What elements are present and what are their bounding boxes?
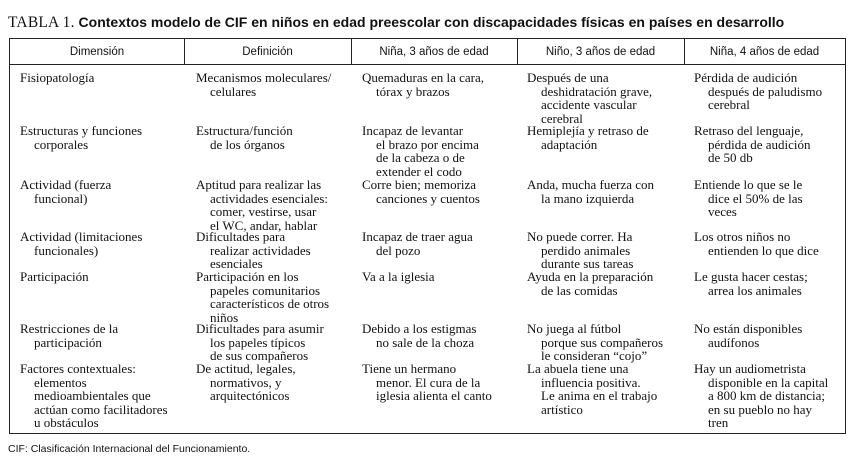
cell-boy-3: No puede correr. Ha perdido animales durante sus tareas <box>527 229 634 271</box>
cell-girl-4: Pérdida de audición después de paludismo cerebral <box>694 70 823 112</box>
cell-definition: Dificultades para asumir los papeles típicos de sus compañeros <box>196 321 324 363</box>
cell-girl-4: Entiende lo que se le dice el 50% de las veces <box>694 177 803 219</box>
cell-boy-3: Después de una deshidratación grave, accidente vascular cerebral <box>527 70 653 126</box>
cell-dimension: Factores contextuales: elementos medioambientales que actúan como facilitadores u obstáculos <box>20 361 168 430</box>
table-caption: Contextos modelo de CIF en niños en edad preescolar con discapacidades físicas en países en desarrollo <box>78 14 785 30</box>
cell-definition: Aptitud para realizar las actividades esenciales: comer, vestirse, usar el WC, andar, hablar <box>196 177 329 233</box>
cell-girl-3: Tiene un hermano menor. El cura de la iglesia alienta el canto <box>362 361 492 403</box>
cell-girl-3: Debido a los estigmas no sale de la choza <box>362 321 477 350</box>
column-header-girl-4: Niña, 4 años de edad <box>684 39 845 65</box>
cell-boy-3: La abuela tiene una influencia positiva. Le anima en el trabajo artístico <box>527 361 658 417</box>
header-divider <box>517 39 518 64</box>
cell-dimension: Actividad (limitaciones funcionales) <box>20 229 143 258</box>
header-divider <box>184 39 185 64</box>
cell-girl-3: Quemaduras en la cara, tórax y brazos <box>362 70 484 99</box>
cell-girl-3: Va a la iglesia <box>362 269 435 284</box>
cell-dimension: Actividad (fuerza funcional) <box>20 177 112 206</box>
cell-girl-3: Incapaz de levantar el brazo por encima de la cabeza o de extender el codo <box>362 123 479 179</box>
cell-girl-4: Retraso del lenguaje, pérdida de audición de 50 db <box>694 123 811 165</box>
cell-boy-3: No juega al fútbol porque sus compañeros le consideran “cojo” <box>527 321 664 363</box>
table-label: TABLA 1. <box>8 14 75 31</box>
cell-dimension: Restricciones de la participación <box>20 321 119 350</box>
header-divider <box>351 39 352 64</box>
cell-boy-3: Anda, mucha fuerza con la mano izquierda <box>527 177 655 206</box>
column-header-definition: Definición <box>184 39 351 65</box>
cell-definition: Estructura/función de los órganos <box>196 123 293 152</box>
cell-girl-3: Incapaz de traer agua del pozo <box>362 229 473 258</box>
column-header-dimension: Dimensión <box>10 39 184 65</box>
cell-girl-4: No están disponibles audífonos <box>694 321 803 350</box>
cell-boy-3: Ayuda en la preparación de las comidas <box>527 269 654 298</box>
cell-dimension: Fisiopatología <box>20 70 95 85</box>
cell-boy-3: Hemiplejía y retraso de adaptación <box>527 123 649 152</box>
header-divider <box>684 39 685 64</box>
cell-definition: De actitud, legales, normativos, y arquitectónicos <box>196 361 296 403</box>
column-header-girl-3: Niña, 3 años de edad <box>351 39 517 65</box>
cell-girl-4: Hay un audiometrista disponible en la capital a 800 km de distancia; en su pueblo no hay tren <box>694 361 829 430</box>
cell-girl-4: Le gusta hacer cestas; arrea los animales <box>694 269 808 298</box>
cell-girl-3: Corre bien; memoriza canciones y cuentos <box>362 177 480 206</box>
cell-dimension: Estructuras y funciones corporales <box>20 123 143 152</box>
cell-dimension: Participación <box>20 269 89 284</box>
cell-definition: Participación en los papeles comunitarios característicos de otros niños <box>196 269 330 325</box>
column-header-boy-3: Niño, 3 años de edad <box>517 39 684 65</box>
table-title <box>8 12 848 33</box>
footnote: CIF: Clasificación Internacional del Funcionamiento. <box>8 443 251 455</box>
cell-definition: Mecanismos moleculares/ celulares <box>196 70 332 99</box>
table-frame <box>9 38 846 434</box>
cell-definition: Dificultades para realizar actividades esenciales <box>196 229 311 271</box>
cell-girl-4: Los otros niños no entienden lo que dice <box>694 229 819 258</box>
